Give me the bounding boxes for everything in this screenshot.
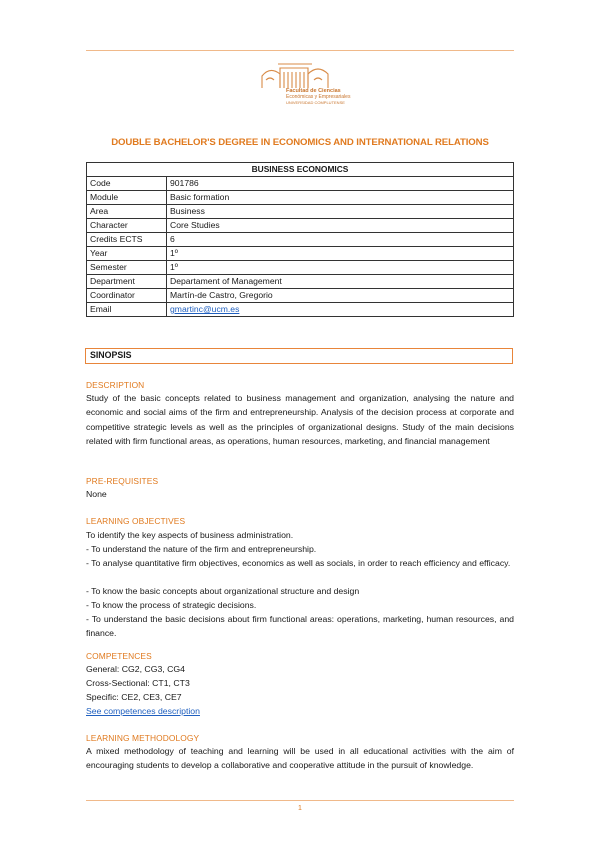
objective-item: - To understand the basic decisions about firm functional areas: operations, marketing, human resources, and finance. bbox=[86, 614, 514, 639]
row-value: 1º bbox=[167, 261, 514, 275]
bottom-rule bbox=[86, 800, 514, 801]
objective-item: - To understand the nature of the firm and entrepreneurship. bbox=[86, 544, 317, 554]
objectives-intro: To identify the key aspects of business administration. bbox=[86, 530, 294, 540]
row-value: Martín-de Castro, Gregorio bbox=[167, 289, 514, 303]
row-label: Code bbox=[87, 177, 167, 191]
logo-line-2: Económicas y Empresariales bbox=[286, 94, 351, 100]
table-row bbox=[87, 233, 514, 247]
course-name: BUSINESS ECONOMICS bbox=[87, 163, 514, 177]
sinopsis-box bbox=[85, 348, 513, 364]
table-row bbox=[87, 247, 514, 261]
row-label: Character bbox=[87, 219, 167, 233]
row-value: Business bbox=[167, 205, 514, 219]
email-link[interactable]: gmartinc@ucm.es bbox=[170, 304, 240, 314]
row-value: Departament of Management bbox=[167, 275, 514, 289]
table-row bbox=[87, 219, 514, 233]
row-value: 1º bbox=[167, 247, 514, 261]
table-row bbox=[87, 191, 514, 205]
row-value: Core Studies bbox=[167, 219, 514, 233]
row-value: 6 bbox=[167, 233, 514, 247]
row-label: Department bbox=[87, 275, 167, 289]
methodology-heading: LEARNING METHODOLOGY bbox=[86, 733, 200, 743]
table-row bbox=[87, 275, 514, 289]
prerequisites-heading: PRE-REQUISITES bbox=[86, 476, 159, 486]
description-heading: DESCRIPTION bbox=[86, 380, 145, 390]
competences-cross: Cross-Sectional: CT1, CT3 bbox=[86, 678, 190, 688]
email-cell bbox=[167, 303, 514, 317]
table-row bbox=[87, 303, 514, 317]
row-value: 901786 bbox=[167, 177, 514, 191]
methodology-text: A mixed methodology of teaching and learning will be used in all educational activities with the aim of encouraging students to develop a collaborative and cooperative attitude in the pursuit of knowledge. bbox=[86, 746, 514, 771]
competences-general: General: CG2, CG3, CG4 bbox=[86, 664, 185, 674]
competences-specific: Specific: CE2, CE3, CE7 bbox=[86, 692, 182, 702]
table-row bbox=[87, 261, 514, 275]
logo-line-1: Facultad de Ciencias bbox=[286, 88, 341, 94]
objective-item: - To know the basic concepts about organizational structure and design bbox=[86, 586, 360, 596]
competences-link-row bbox=[86, 704, 200, 718]
objective-item: - To analyse quantitative firm objectives, economics as well as socials, in order to reach efficiency and efficacy. bbox=[86, 558, 511, 568]
table-row bbox=[87, 205, 514, 219]
objective-item: - To know the process of strategic decisions. bbox=[86, 600, 257, 610]
table-heading-row bbox=[87, 163, 514, 177]
document-title: DOUBLE BACHELOR'S DEGREE IN ECONOMICS AND INTERNATIONAL RELATIONS bbox=[111, 137, 489, 148]
competences-link[interactable]: See competences description bbox=[86, 706, 200, 716]
competences-heading: COMPETENCES bbox=[86, 651, 152, 661]
sinopsis-heading: SINOPSIS bbox=[90, 350, 132, 360]
row-label: Credits ECTS bbox=[87, 233, 167, 247]
table-row bbox=[87, 289, 514, 303]
row-label: Module bbox=[87, 191, 167, 205]
row-label: Coordinator bbox=[87, 289, 167, 303]
row-value: Basic formation bbox=[167, 191, 514, 205]
row-label: Semester bbox=[87, 261, 167, 275]
row-label: Email bbox=[87, 303, 167, 317]
table-row bbox=[87, 177, 514, 191]
logo-text bbox=[286, 88, 350, 106]
row-label: Year bbox=[87, 247, 167, 261]
page-number: 1 bbox=[298, 805, 302, 812]
logo-line-3: UNIVERSIDAD COMPLUTENSE bbox=[286, 100, 345, 105]
top-rule bbox=[86, 50, 514, 51]
objectives-heading: LEARNING OBJECTIVES bbox=[86, 516, 186, 526]
course-info-table bbox=[86, 162, 514, 317]
row-label: Area bbox=[87, 205, 167, 219]
prerequisites-text: None bbox=[86, 489, 107, 499]
description-text: Study of the basic concepts related to business management and organization, analysing the nature and economic and social aims of the firm and entrepreneurship. Analysis of the decision process at corporate and competitive strategic levels as well as the principles of organizational designs. Study of the main decisions related with firm functional areas, as operations, human resources, marketing, and financial management bbox=[86, 393, 514, 446]
